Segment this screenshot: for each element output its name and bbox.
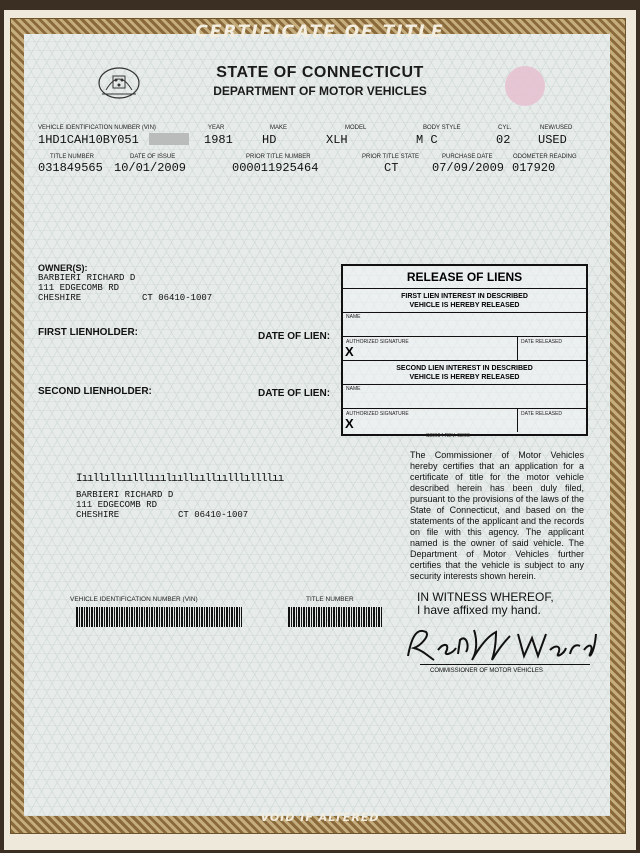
release-divider	[343, 408, 586, 409]
body-style-value: M C	[416, 133, 438, 147]
new-used-value: USED	[538, 133, 567, 147]
owner-label: OWNER(S):	[38, 263, 88, 273]
first-lien-date-label: DATE OF LIEN:	[258, 331, 331, 342]
odometer-value: 017920	[512, 161, 556, 175]
commissioner-signature-icon	[400, 620, 600, 666]
certificate-banner: CERTIFICATE OF TITLE	[195, 22, 445, 42]
signature-line	[420, 664, 590, 665]
purchase-date-value: 07/09/2009	[432, 161, 505, 175]
bottom-vin-label: VEHICLE IDENTIFICATION NUMBER (VIN)	[70, 596, 198, 603]
release-divider	[517, 408, 518, 432]
release-divider	[343, 336, 586, 337]
prior-state-value: CT	[384, 161, 399, 175]
release-divider	[517, 336, 518, 360]
second-lienholder-label: SECOND LIENHOLDER:	[38, 386, 152, 397]
make-label: MAKE	[270, 125, 288, 131]
department-name: DEPARTMENT OF MOTOR VEHICLES	[213, 84, 427, 98]
form-number: S80604 REV. 03/08	[426, 433, 470, 439]
cyl-label: CYL.	[498, 125, 512, 131]
certification-text: The Commissioner of Motor Vehicles hereby certifies that an application for a certificate of title for the motor vehicle described herein has been duly filed, pursuant to the provisions of the laws of the State of Connecticut, and based on the statements of the applicant and the records on file with this agency. The applicant named is the owner of said vehicle. The Department of Motor Vehicles further certifies that the vehicle is subject to any security interests shown herein.	[410, 450, 584, 581]
first-release-signature-field[interactable]: X	[345, 344, 354, 359]
prior-title-value: 000011925464	[232, 161, 319, 175]
second-release-name-label: NAME	[346, 386, 361, 392]
release-divider	[343, 360, 586, 361]
vin-label: VEHICLE IDENTIFICATION NUMBER (VIN)	[38, 125, 156, 131]
commissioner-title: COMMISSIONER OF MOTOR VEHICLES	[430, 668, 543, 674]
cyl-value: 02	[496, 133, 511, 147]
first-release-heading-1: FIRST LIEN INTEREST IN DESCRIBED	[401, 293, 528, 300]
issue-date-value: 10/01/2009	[114, 161, 187, 175]
vin-value: 1HD1CAH10BY051	[38, 133, 139, 147]
witness-line-2: I have affixed my hand.	[417, 603, 541, 617]
title-number-label: TITLE NUMBER	[50, 154, 95, 160]
release-divider	[343, 384, 586, 385]
second-release-signature-field[interactable]: X	[345, 416, 354, 431]
postal-barcode: Iııllıllıılllııılııllııllıılllıllllıı	[76, 473, 284, 485]
witness-line-1: IN WITNESS WHEREOF,	[417, 590, 554, 604]
issue-date-label: DATE OF ISSUE	[130, 154, 176, 160]
title-barcode-icon	[288, 607, 382, 627]
state-name: STATE OF CONNECTICUT	[216, 64, 424, 81]
title-number-value: 031849565	[38, 161, 103, 175]
model-label: MODEL	[345, 125, 367, 131]
owner-city: CHESHIRE	[38, 293, 82, 303]
prior-state-label: PRIOR TITLE STATE	[362, 154, 420, 160]
second-release-heading-1: SECOND LIEN INTEREST IN DESCRIBED	[396, 365, 533, 372]
purchase-date-label: PURCHASE DATE	[442, 154, 493, 160]
prior-title-label: PRIOR TITLE NUMBER	[246, 154, 311, 160]
vin-barcode-icon	[76, 607, 242, 627]
mailing-state-zip: CT 06410-1007	[178, 510, 249, 520]
second-lien-date-label: DATE OF LIEN:	[258, 388, 331, 399]
year-label: YEAR	[208, 125, 225, 131]
mailing-street: 111 EDGECOMB RD	[76, 500, 158, 510]
release-divider	[343, 312, 586, 313]
first-release-name-label: NAME	[346, 314, 361, 320]
first-lienholder-label: FIRST LIENHOLDER:	[38, 327, 138, 338]
first-release-signature-label: AUTHORIZED SIGNATURE	[346, 339, 409, 345]
void-if-altered-text: VOID IF ALTERED	[260, 811, 380, 824]
vin-redaction	[149, 133, 189, 145]
model-value: XLH	[326, 133, 348, 147]
second-date-released-label: DATE RELEASED	[521, 411, 563, 417]
first-date-released-label: DATE RELEASED	[521, 339, 563, 345]
odometer-label: ODOMETER READING	[513, 154, 577, 160]
second-release-heading-2: VEHICLE IS HEREBY RELEASED	[409, 374, 520, 381]
owner-state-zip: CT 06410-1007	[142, 293, 213, 303]
first-release-heading-2: VEHICLE IS HEREBY RELEASED	[409, 302, 520, 309]
release-of-liens-box	[341, 264, 588, 436]
mailing-city: CHESHIRE	[76, 510, 120, 520]
owner-street: 111 EDGECOMB RD	[38, 283, 120, 293]
make-value: HD	[262, 133, 277, 147]
bottom-title-number-label: TITLE NUMBER	[306, 596, 354, 603]
body-style-label: BODY STYLE	[423, 125, 461, 131]
release-divider	[343, 288, 586, 289]
mailing-name: BARBIERI RICHARD D	[76, 490, 174, 500]
second-release-signature-label: AUTHORIZED SIGNATURE	[346, 411, 409, 417]
year-value: 1981	[204, 133, 233, 147]
release-title: RELEASE OF LIENS	[406, 270, 523, 284]
owner-name: BARBIERI RICHARD D	[38, 273, 136, 283]
new-used-label: NEW/USED	[540, 125, 573, 131]
